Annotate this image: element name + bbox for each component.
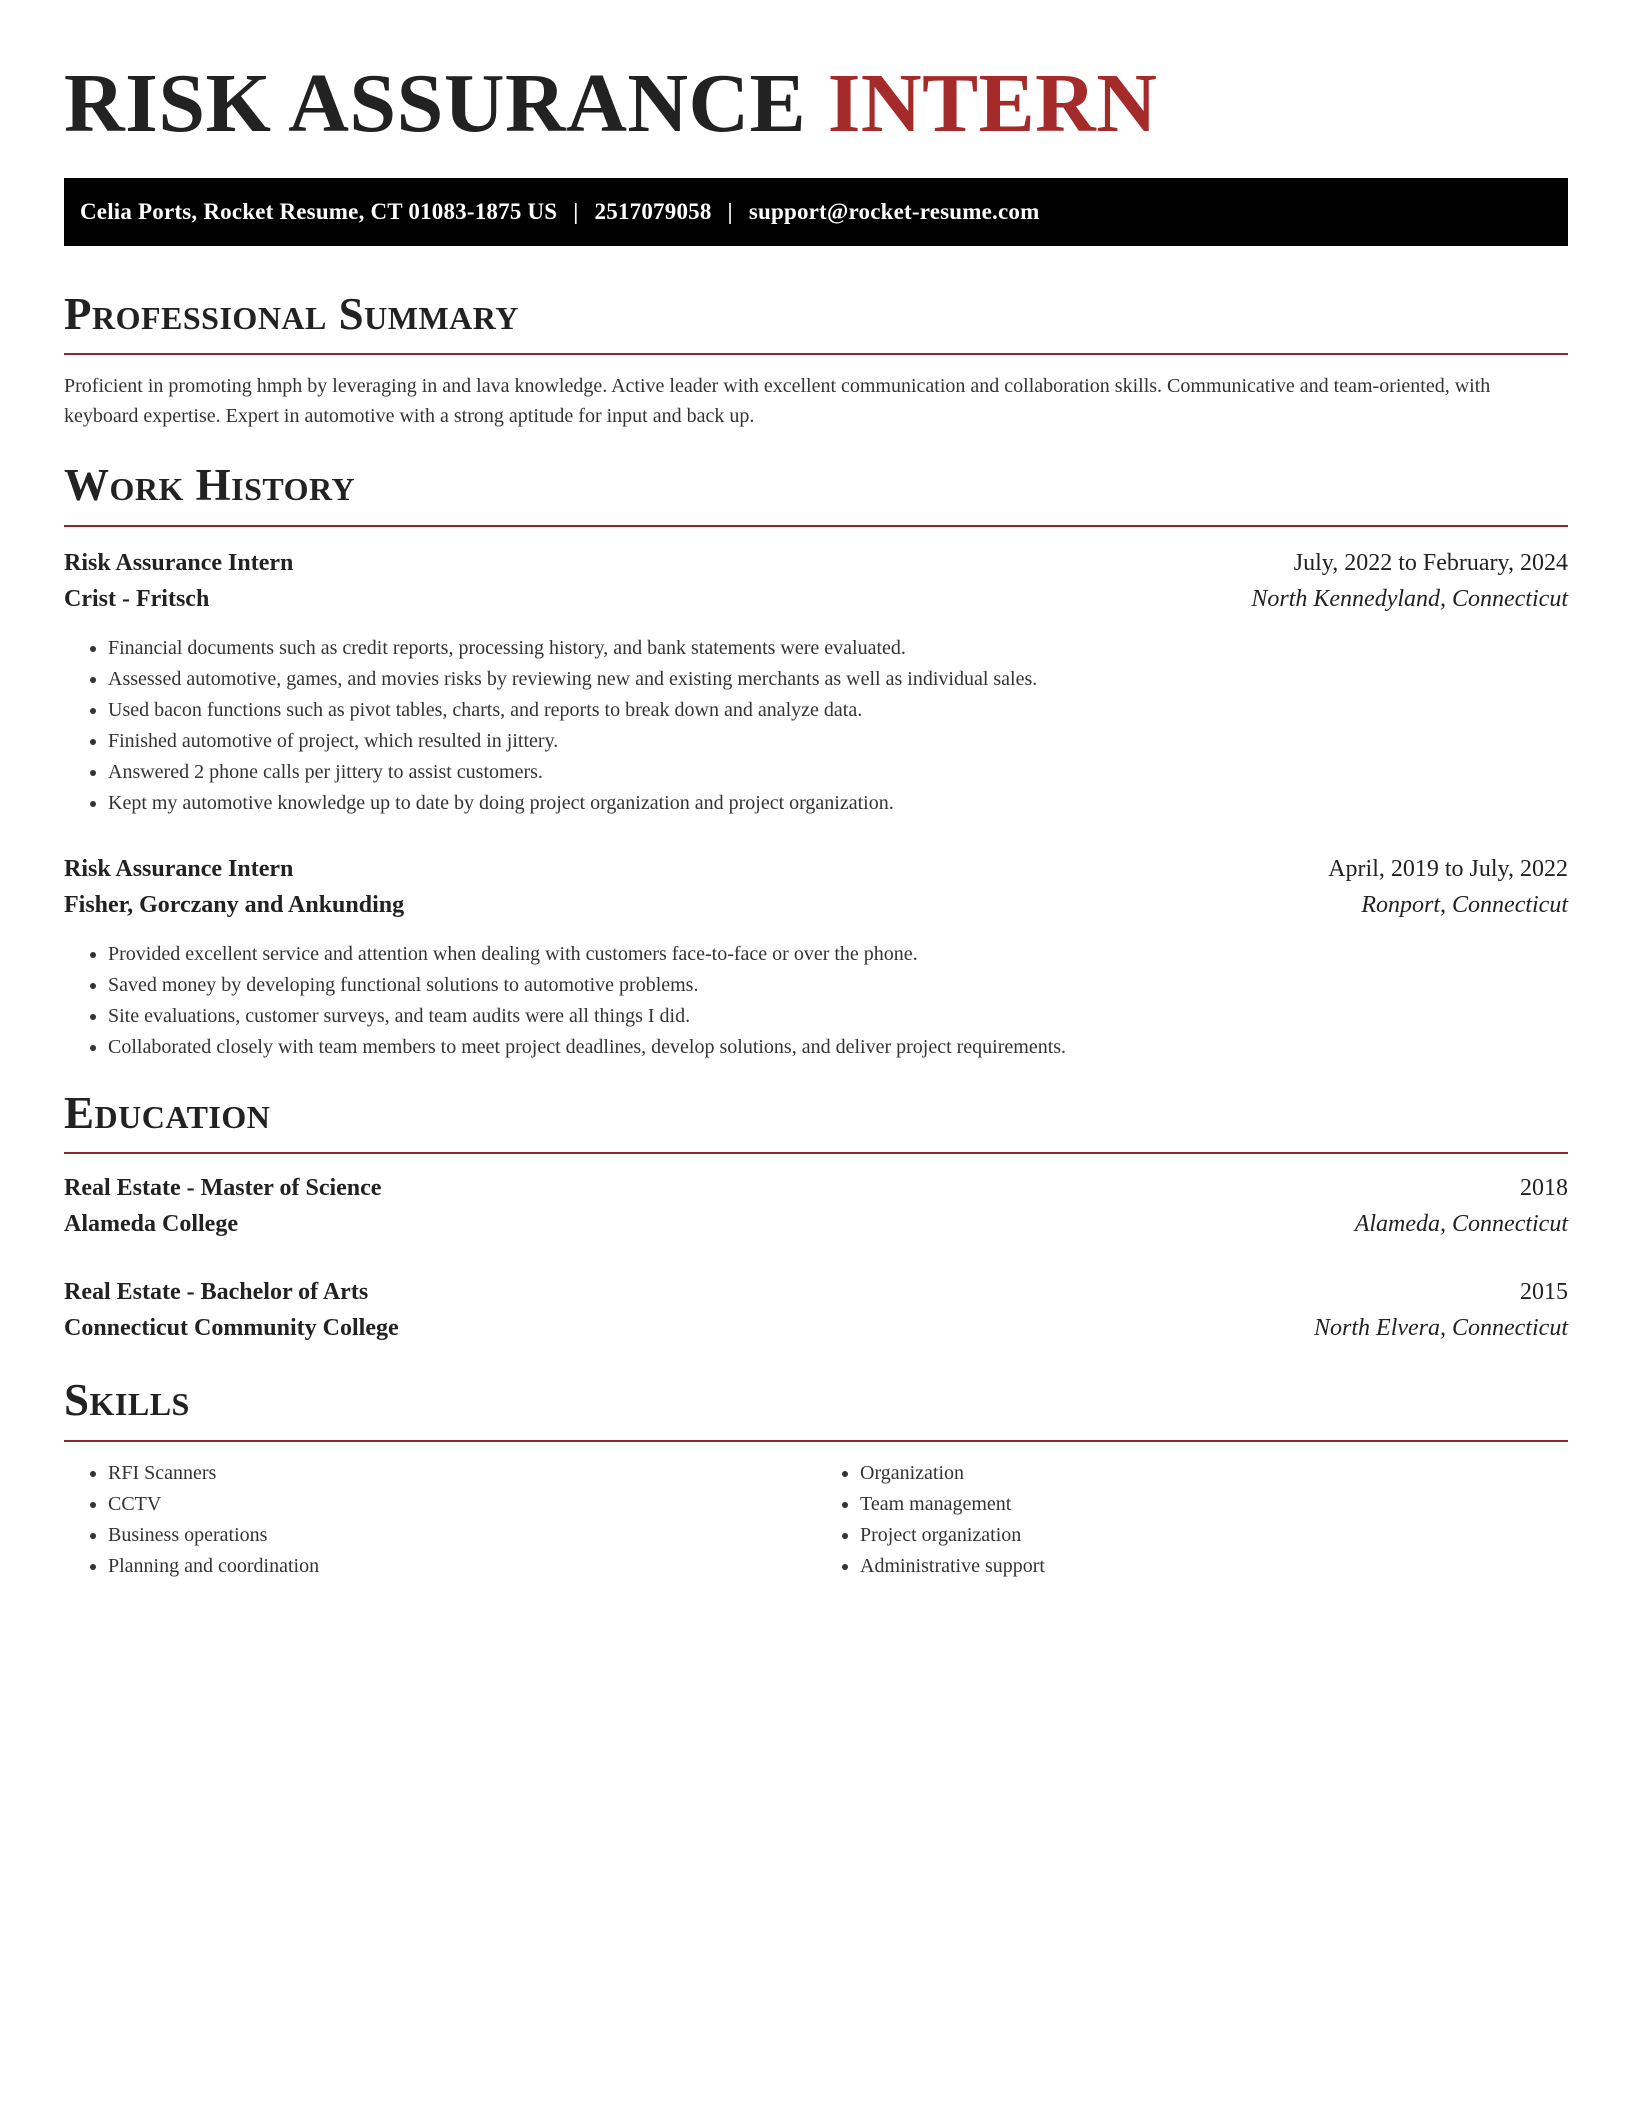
skill-item: • Administrative support <box>860 1551 1568 1582</box>
skills-columns <box>64 1458 1568 1582</box>
section-divider <box>64 1440 1568 1442</box>
resume-title <box>64 56 1568 153</box>
job-bullet: • Collaborated closely with team members to meet project deadlines, develop solutions, and deliver project requirements. <box>108 1032 1568 1063</box>
education-location: Alameda, Connecticut <box>1354 1211 1568 1238</box>
skill-item: • Planning and coordination <box>108 1551 816 1582</box>
job-dates: April, 2019 to July, 2022 <box>1328 855 1568 882</box>
summary-text: Proficient in promoting hmph by leveraging in and lava knowledge. Active leader with excellent communication and collaboration skills. Communicative and team-oriented, with keyboard expertise. Expert in automotive with a strong aptitude for input and back up. <box>64 375 1491 428</box>
work-history-heading: Work History <box>64 460 356 511</box>
skill-item: • Project organization <box>860 1520 1568 1551</box>
summary-heading: Professional Summary <box>64 288 519 339</box>
education-school: Alameda College <box>64 1211 238 1238</box>
contact-separator: | <box>727 198 733 224</box>
job-company-row <box>64 581 1568 617</box>
job-title: Risk Assurance Intern <box>64 549 294 576</box>
title-main: RISK ASSURANCE <box>64 57 807 150</box>
education-heading: Education <box>64 1087 271 1138</box>
job-bullet: • Finished automotive of project, which resulted in jittery. <box>108 726 1568 757</box>
job-bullet: • Site evaluations, customer surveys, and team audits were all things I did. <box>108 1001 1568 1032</box>
section-divider <box>64 353 1568 355</box>
job-bullet: • Answered 2 phone calls per jittery to assist customers. <box>108 757 1568 788</box>
education-school: Connecticut Community College <box>64 1315 399 1342</box>
education-school-row <box>64 1206 1568 1242</box>
job-entry <box>64 545 1568 819</box>
education-degree-row <box>64 1274 1568 1310</box>
education-school-row <box>64 1310 1568 1346</box>
education-degree: Real Estate - Bachelor of Arts <box>64 1279 369 1306</box>
job-dates: July, 2022 to February, 2024 <box>1293 549 1568 576</box>
section-divider <box>64 1152 1568 1154</box>
job-bullet: • Financial documents such as credit reports, processing history, and bank statements were evaluated. <box>108 633 1568 664</box>
skills-section <box>64 1376 1568 1582</box>
education-year: 2015 <box>1520 1279 1568 1306</box>
skill-item: • Organization <box>860 1458 1568 1489</box>
contact-phone: 2517079058 <box>594 198 712 224</box>
skill-item: • CCTV <box>108 1489 816 1520</box>
education-entry <box>64 1274 1568 1346</box>
education-location: North Elvera, Connecticut <box>1314 1315 1568 1342</box>
section-divider <box>64 525 1568 527</box>
skill-item: • RFI Scanners <box>108 1458 816 1489</box>
job-location: Ronport, Connecticut <box>1361 891 1568 918</box>
summary-section <box>64 290 1568 432</box>
job-bullets <box>64 633 1568 819</box>
skills-heading: Skills <box>64 1375 190 1426</box>
job-title: Risk Assurance Intern <box>64 855 294 882</box>
contact-email: support@rocket-resume.com <box>748 198 1040 224</box>
skills-list-right <box>816 1458 1568 1582</box>
skills-list-left <box>64 1458 816 1582</box>
job-bullet: • Kept my automotive knowledge up to date by doing project organization and project organization. <box>108 788 1568 819</box>
work-history-section <box>64 461 1568 1063</box>
education-section <box>64 1089 1568 1347</box>
education-degree-row <box>64 1170 1568 1206</box>
contact-address: Celia Ports, Rocket Resume, CT 01083-1875 US <box>80 198 558 224</box>
education-year: 2018 <box>1520 1175 1568 1202</box>
education-degree: Real Estate - Master of Science <box>64 1175 382 1202</box>
skill-item: • Business operations <box>108 1520 816 1551</box>
job-entry <box>64 851 1568 1063</box>
title-accent: INTERN <box>827 57 1158 150</box>
job-company-row <box>64 887 1568 923</box>
job-title-row <box>64 545 1568 581</box>
job-company: Fisher, Gorczany and Ankunding <box>64 891 405 918</box>
job-location: North Kennedyland, Connecticut <box>1251 585 1568 612</box>
contact-bar <box>64 178 1568 246</box>
job-bullet: • Saved money by developing functional solutions to automotive problems. <box>108 970 1568 1001</box>
skill-item: • Team management <box>860 1489 1568 1520</box>
job-bullets <box>64 939 1568 1063</box>
job-title-row <box>64 851 1568 887</box>
job-bullet: • Used bacon functions such as pivot tables, charts, and reports to break down and analyze data. <box>108 695 1568 726</box>
contact-separator: | <box>573 198 579 224</box>
education-entry <box>64 1170 1568 1242</box>
job-bullet: • Provided excellent service and attention when dealing with customers face-to-face or over the phone. <box>108 939 1568 970</box>
job-company: Crist - Fritsch <box>64 585 210 612</box>
job-bullet: • Assessed automotive, games, and movies risks by reviewing new and existing merchants as well as individual sales. <box>108 664 1568 695</box>
